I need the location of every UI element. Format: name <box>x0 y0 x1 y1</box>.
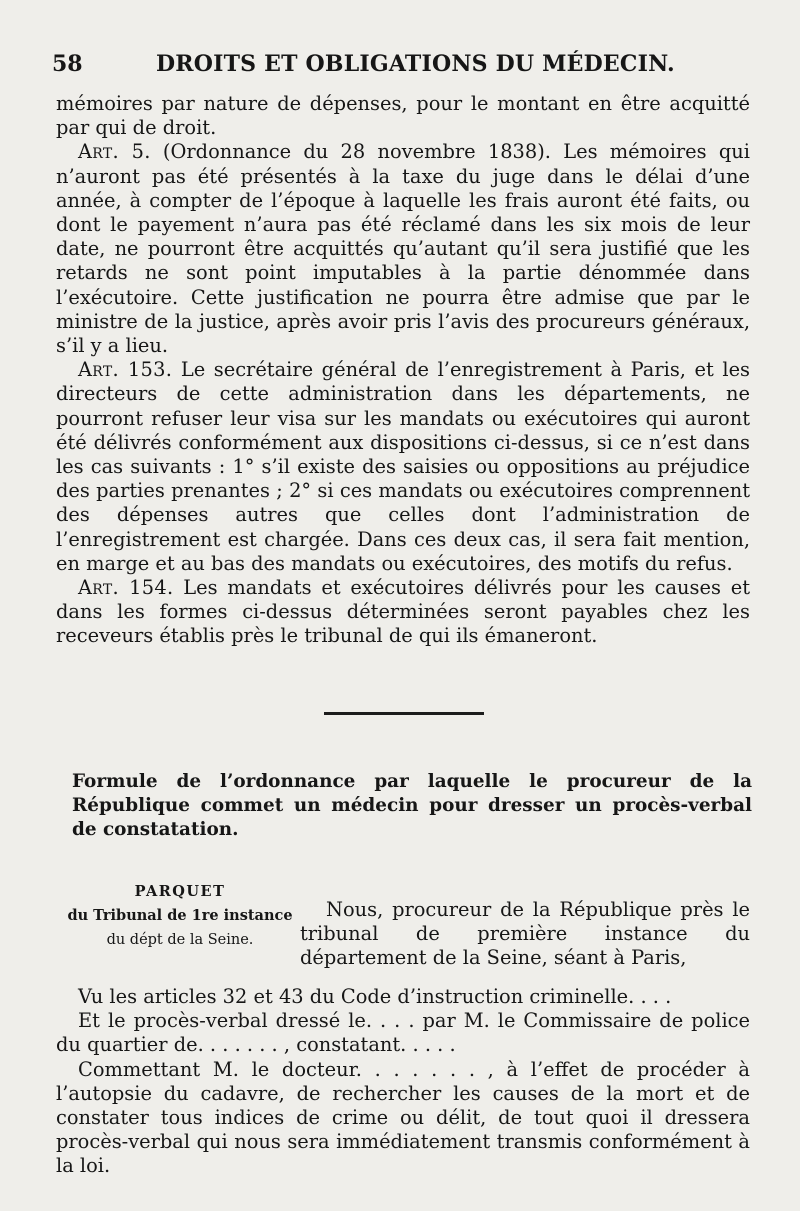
vu-line: Vu les articles 32 et 43 du Code d’instruction criminelle. . . . <box>78 985 672 1008</box>
parquet-heading: PARQUET <box>134 883 226 900</box>
paragraph-text: (Ordonnance du 28 novembre 1838). Les mémoires qui n’auront pas été présentés à la taxe du juge dans le délai d’une année, à compter de l’époque à laquelle les frais auront été faits, ou dont le payement n’aura pas été réclamé dans les six mois de leur date, ne pourront être acquittés qu’autant qu’il sera justifié que les retards ne sont point imputables à la partie dénommée dans l’exécutoire. Cette justification ne pourra être admise que par le ministre de la justice, après avoir pris l’avis des procureurs généraux, s’il y a lieu. <box>56 140 750 358</box>
article-reference: Art. 5. <box>78 140 151 164</box>
paragraph-text: Les mandats et exécutoires délivrés pour les causes et dans les formes ci-dessus déterminées seront payables chez les receveurs établis près le tribunal de qui ils émaneront. <box>56 576 750 648</box>
decree-text <box>56 985 750 1179</box>
paragraph-text: Le secrétaire général de l’enregistrement à Paris, et les directeurs de cette administration dans les départements, ne pourront refuser leur visa sur les mandats ou exécutoires qui auront été délivrés conformément aux dispositions ci-dessus, si ce n’est dans les cas suivants : 1° s’il existe des saisies ou oppositions au préjudice des parties prenantes ; 2° si ces mandats ou exécutoires comprennent des dépenses autres que celles dont l’administration de l’enregistrement est chargée. Dans ces deux cas, il sera fait mention, en marge et au bas des mandats ou exécutoires, des motifs du refus. <box>56 358 751 575</box>
section-divider <box>324 712 484 715</box>
running-title: DROITS ET OBLIGATIONS DU MÉDECIN. <box>156 51 675 77</box>
department-line: du dépt de la Seine. <box>106 932 254 948</box>
page-header <box>52 46 752 82</box>
commettant-paragraph: Commettant M. le docteur. . . . . . . , à l’effet de procéder à l’autopsie du cadavre, de rechercher les causes de la mort et de constater tous indices de crime ou délit, de tout quoi il dressera procès-verbal qui nous sera immédiatement transmis conformément à la loi. <box>56 1057 750 1178</box>
paragraph-text: mémoires par nature de dépenses, pour le montant en être acquitté par qui de droit. <box>56 92 750 140</box>
formula-title: Formule de l’ordonnance par laquelle le procureur de la République commet un médecin pour dresser un procès-verbal de constatation. <box>72 771 752 840</box>
article-text <box>56 92 750 649</box>
article-154-paragraph <box>56 576 750 649</box>
continuation-paragraph <box>56 92 750 140</box>
nous-paragraph: Nous, procureur de la République près le tribunal de première instance du département de la Seine, séant à Paris, <box>300 898 750 970</box>
article-reference: Art. 153. <box>78 358 173 382</box>
article-reference: Art. 154. <box>78 576 174 600</box>
parquet-block <box>60 880 300 952</box>
page-number: 58 <box>52 51 83 77</box>
article-153-paragraph <box>56 358 750 576</box>
proces-verbal-line: Et le procès-verbal dressé le. . . . par M. le Commissaire de police du quartier de. . . . . . . , constatant. . . . . <box>56 1009 750 1057</box>
article-5-paragraph <box>56 140 750 358</box>
tribunal-line: du Tribunal de 1re instance <box>67 907 293 924</box>
